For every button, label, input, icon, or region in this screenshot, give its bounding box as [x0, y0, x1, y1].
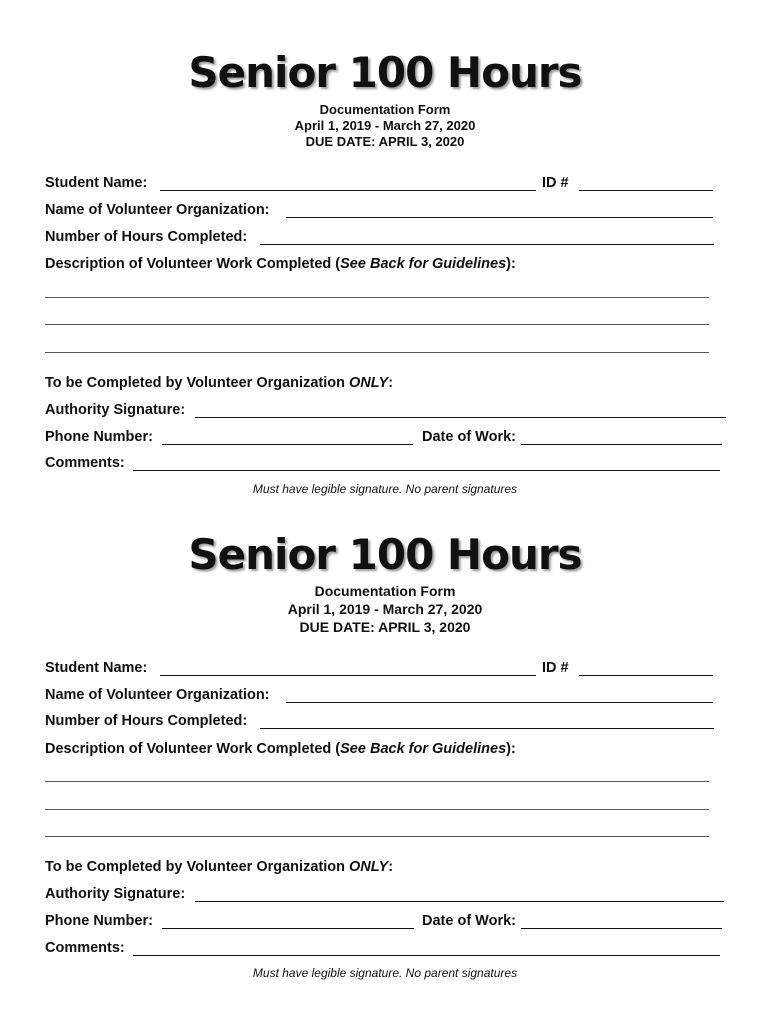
authority-signature-label: Authority Signature:	[45, 402, 186, 418]
hours-field[interactable]	[260, 244, 714, 245]
org-section-text: To be Completed by Volunteer Organization	[45, 859, 349, 875]
date-of-work-label: Date of Work:	[422, 429, 516, 445]
form-date-range: April 1, 2019 - March 27, 2020	[294, 118, 476, 133]
hours-field[interactable]	[260, 728, 714, 729]
org-section-colon: :	[388, 375, 394, 391]
date-of-work-field[interactable]	[521, 444, 722, 445]
comments-label: Comments:	[45, 940, 125, 956]
organization-field[interactable]	[286, 217, 713, 218]
signature-note: Must have legible signature. No parent signatures	[252, 966, 518, 980]
hours-label: Number of Hours Completed:	[45, 229, 248, 245]
organization-label: Name of Volunteer Organization:	[45, 202, 270, 218]
description-label-text: Description of Volunteer Work Completed (	[45, 256, 341, 272]
description-label-end: ):	[506, 256, 516, 272]
org-section-heading	[45, 859, 393, 875]
student-name-field[interactable]	[160, 675, 536, 676]
id-field[interactable]	[579, 675, 713, 676]
phone-field[interactable]	[162, 928, 414, 929]
comments-field[interactable]	[133, 955, 720, 956]
phone-field[interactable]	[162, 444, 413, 445]
comments-label: Comments:	[45, 455, 125, 471]
phone-label: Phone Number:	[45, 429, 153, 445]
comments-field[interactable]	[133, 470, 720, 471]
description-label	[45, 741, 516, 757]
description-line-2[interactable]	[45, 809, 709, 810]
form-title: Senior 100 Hours	[188, 48, 582, 97]
org-section-only: ONLY	[348, 859, 389, 875]
form-date-range: April 1, 2019 - March 27, 2020	[287, 601, 483, 617]
form-due-date: DUE DATE: APRIL 3, 2020	[305, 134, 465, 149]
description-line-3[interactable]	[45, 352, 709, 353]
id-label: ID #	[542, 175, 569, 191]
hours-label: Number of Hours Completed:	[45, 713, 248, 729]
form-title: Senior 100 Hours	[188, 530, 582, 579]
organization-label: Name of Volunteer Organization:	[45, 687, 270, 703]
org-section-only: ONLY	[348, 375, 389, 391]
date-of-work-field[interactable]	[521, 928, 722, 929]
description-label-end: ):	[506, 741, 516, 757]
student-name-label: Student Name:	[45, 175, 148, 191]
org-section-heading	[45, 375, 393, 391]
description-guidelines-note: See Back for Guidelines	[340, 741, 507, 757]
organization-field[interactable]	[286, 702, 713, 703]
description-label-text: Description of Volunteer Work Completed (	[45, 741, 341, 757]
description-line-2[interactable]	[45, 324, 709, 325]
authority-signature-field[interactable]	[195, 901, 724, 902]
date-of-work-label: Date of Work:	[422, 913, 516, 929]
form-subtitle: Documentation Form	[314, 583, 456, 599]
id-label: ID #	[542, 660, 569, 676]
description-guidelines-note: See Back for Guidelines	[340, 256, 507, 272]
signature-note: Must have legible signature. No parent signatures	[252, 482, 518, 496]
description-line-1[interactable]	[45, 297, 709, 298]
description-label	[45, 256, 516, 272]
authority-signature-label: Authority Signature:	[45, 886, 186, 902]
student-name-label: Student Name:	[45, 660, 148, 676]
id-field[interactable]	[579, 190, 713, 191]
phone-label: Phone Number:	[45, 913, 153, 929]
org-section-text: To be Completed by Volunteer Organization	[45, 375, 349, 391]
student-name-field[interactable]	[160, 190, 536, 191]
form-subtitle: Documentation Form	[319, 102, 451, 117]
authority-signature-field[interactable]	[195, 417, 726, 418]
description-line-3[interactable]	[45, 836, 709, 837]
description-line-1[interactable]	[45, 781, 709, 782]
form-due-date: DUE DATE: APRIL 3, 2020	[299, 619, 471, 635]
org-section-colon: :	[388, 859, 394, 875]
